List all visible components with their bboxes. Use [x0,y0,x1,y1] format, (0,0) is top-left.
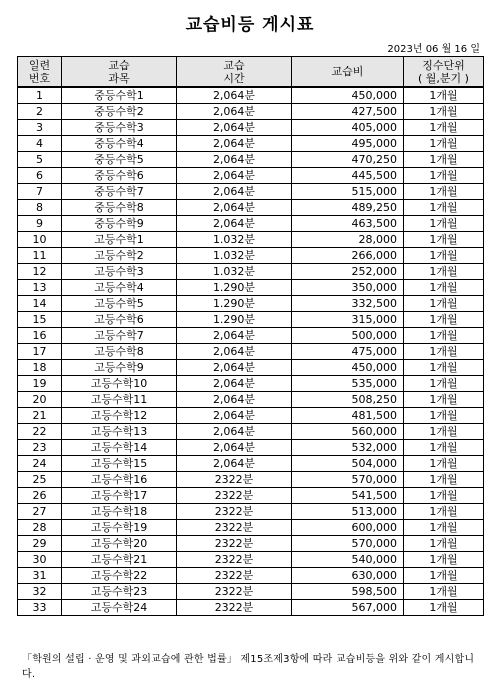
serial-number-cell: 11 [18,248,62,264]
fee-cell: 567,000 [292,600,404,616]
fee-cell: 427,500 [292,104,404,120]
billing-unit-cell: 1개월 [404,216,484,232]
table-row [18,376,484,392]
fee-cell: 450,000 [292,360,404,376]
table-row [18,536,484,552]
table-row [18,552,484,568]
fee-cell: 515,000 [292,184,404,200]
course-cell: 고등수학21 [62,552,177,568]
serial-number-cell: 17 [18,344,62,360]
table-row [18,360,484,376]
header-fee: 교습비 [292,57,404,88]
course-cell: 고등수학10 [62,376,177,392]
billing-unit-cell: 1개월 [404,168,484,184]
serial-number-cell: 27 [18,504,62,520]
serial-number-cell: 10 [18,232,62,248]
hours-cell: 2,064분 [177,424,292,440]
table-row [18,440,484,456]
hours-cell: 2,064분 [177,152,292,168]
table-row [18,296,484,312]
billing-unit-cell: 1개월 [404,472,484,488]
fee-cell: 600,000 [292,520,404,536]
hours-cell: 2322분 [177,552,292,568]
serial-number-cell: 21 [18,408,62,424]
table-row [18,600,484,616]
hours-cell: 2322분 [177,568,292,584]
header-billing-unit: 징수단위 ( 월,분기 ) [404,57,484,88]
fee-cell: 315,000 [292,312,404,328]
billing-unit-cell: 1개월 [404,520,484,536]
fee-cell: 445,500 [292,168,404,184]
fee-cell: 405,000 [292,120,404,136]
fee-cell: 541,500 [292,488,404,504]
course-cell: 고등수학3 [62,264,177,280]
table-row [18,280,484,296]
fee-cell: 463,500 [292,216,404,232]
fee-cell: 540,000 [292,552,404,568]
serial-number-cell: 23 [18,440,62,456]
billing-unit-cell: 1개월 [404,376,484,392]
billing-unit-cell: 1개월 [404,120,484,136]
course-cell: 고등수학5 [62,296,177,312]
course-cell: 중등수학8 [62,200,177,216]
course-cell: 고등수학17 [62,488,177,504]
billing-unit-cell: 1개월 [404,344,484,360]
table-row [18,424,484,440]
billing-unit-cell: 1개월 [404,552,484,568]
serial-number-cell: 26 [18,488,62,504]
billing-unit-cell: 1개월 [404,264,484,280]
fee-cell: 266,000 [292,248,404,264]
course-cell: 고등수학24 [62,600,177,616]
table-row [18,488,484,504]
table-row [18,328,484,344]
billing-unit-cell: 1개월 [404,392,484,408]
hours-cell: 2322분 [177,504,292,520]
header-hours: 교습 시간 [177,57,292,88]
billing-unit-cell: 1개월 [404,456,484,472]
course-cell: 고등수학15 [62,456,177,472]
serial-number-cell: 20 [18,392,62,408]
billing-unit-cell: 1개월 [404,600,484,616]
serial-number-cell: 30 [18,552,62,568]
course-cell: 고등수학6 [62,312,177,328]
billing-unit-cell: 1개월 [404,87,484,104]
fee-cell: 332,500 [292,296,404,312]
billing-unit-cell: 1개월 [404,104,484,120]
fee-cell: 470,250 [292,152,404,168]
hours-cell: 2,064분 [177,376,292,392]
course-cell: 고등수학2 [62,248,177,264]
course-cell: 고등수학16 [62,472,177,488]
serial-number-cell: 9 [18,216,62,232]
table-row [18,392,484,408]
hours-cell: 1.290분 [177,280,292,296]
table-row [18,104,484,120]
serial-number-cell: 16 [18,328,62,344]
serial-number-cell: 29 [18,536,62,552]
course-cell: 중등수학4 [62,136,177,152]
serial-number-cell: 3 [18,120,62,136]
table-row [18,472,484,488]
table-row [18,344,484,360]
billing-unit-cell: 1개월 [404,424,484,440]
serial-number-cell: 8 [18,200,62,216]
course-cell: 고등수학20 [62,536,177,552]
course-cell: 중등수학6 [62,168,177,184]
hours-cell: 1.290분 [177,312,292,328]
table-row [18,456,484,472]
billing-unit-cell: 1개월 [404,312,484,328]
hours-cell: 2,064분 [177,136,292,152]
billing-unit-cell: 1개월 [404,296,484,312]
billing-unit-cell: 1개월 [404,328,484,344]
billing-unit-cell: 1개월 [404,440,484,456]
serial-number-cell: 15 [18,312,62,328]
hours-cell: 2,064분 [177,120,292,136]
table-row [18,168,484,184]
hours-cell: 2,064분 [177,104,292,120]
billing-unit-cell: 1개월 [404,584,484,600]
course-cell: 중등수학7 [62,184,177,200]
table-row [18,264,484,280]
serial-number-cell: 7 [18,184,62,200]
course-cell: 고등수학19 [62,520,177,536]
billing-unit-cell: 1개월 [404,408,484,424]
hours-cell: 1.032분 [177,264,292,280]
table-row [18,136,484,152]
serial-number-cell: 2 [18,104,62,120]
course-cell: 고등수학11 [62,392,177,408]
fee-cell: 252,000 [292,264,404,280]
table-row [18,120,484,136]
fee-cell: 570,000 [292,536,404,552]
table-row [18,312,484,328]
billing-unit-cell: 1개월 [404,136,484,152]
table-row [18,232,484,248]
billing-unit-cell: 1개월 [404,504,484,520]
course-cell: 고등수학13 [62,424,177,440]
fee-cell: 513,000 [292,504,404,520]
fee-cell: 495,000 [292,136,404,152]
hours-cell: 2,064분 [177,200,292,216]
table-row [18,408,484,424]
hours-cell: 2,064분 [177,344,292,360]
billing-unit-cell: 1개월 [404,152,484,168]
course-cell: 고등수학9 [62,360,177,376]
course-cell: 고등수학22 [62,568,177,584]
billing-unit-cell: 1개월 [404,536,484,552]
hours-cell: 2322분 [177,536,292,552]
hours-cell: 2,064분 [177,392,292,408]
course-cell: 중등수학9 [62,216,177,232]
course-cell: 고등수학7 [62,328,177,344]
fee-cell: 475,000 [292,344,404,360]
hours-cell: 2,064분 [177,440,292,456]
serial-number-cell: 22 [18,424,62,440]
table-row [18,520,484,536]
fee-cell: 570,000 [292,472,404,488]
course-cell: 고등수학23 [62,584,177,600]
serial-number-cell: 6 [18,168,62,184]
table-header-row [18,57,484,88]
serial-number-cell: 28 [18,520,62,536]
fee-cell: 500,000 [292,328,404,344]
course-cell: 중등수학5 [62,152,177,168]
course-cell: 중등수학2 [62,104,177,120]
serial-number-cell: 13 [18,280,62,296]
serial-number-cell: 12 [18,264,62,280]
hours-cell: 1.032분 [177,248,292,264]
serial-number-cell: 33 [18,600,62,616]
serial-number-cell: 32 [18,584,62,600]
table-row [18,568,484,584]
table-row [18,216,484,232]
billing-unit-cell: 1개월 [404,184,484,200]
hours-cell: 2,064분 [177,360,292,376]
billing-unit-cell: 1개월 [404,488,484,504]
fee-table [17,56,484,616]
serial-number-cell: 19 [18,376,62,392]
fee-cell: 481,500 [292,408,404,424]
course-cell: 고등수학14 [62,440,177,456]
serial-number-cell: 31 [18,568,62,584]
course-cell: 고등수학4 [62,280,177,296]
table-row [18,184,484,200]
table-row [18,152,484,168]
fee-cell: 630,000 [292,568,404,584]
fee-cell: 598,500 [292,584,404,600]
course-cell: 고등수학1 [62,232,177,248]
fee-cell: 508,250 [292,392,404,408]
fee-cell: 532,000 [292,440,404,456]
hours-cell: 2,064분 [177,168,292,184]
hours-cell: 2322분 [177,472,292,488]
header-serial-number: 일련 번호 [18,57,62,88]
hours-cell: 2,064분 [177,328,292,344]
billing-unit-cell: 1개월 [404,360,484,376]
table-body [18,87,484,616]
serial-number-cell: 5 [18,152,62,168]
course-cell: 중등수학3 [62,120,177,136]
hours-cell: 2322분 [177,584,292,600]
hours-cell: 2322분 [177,520,292,536]
billing-unit-cell: 1개월 [404,248,484,264]
course-cell: 고등수학12 [62,408,177,424]
serial-number-cell: 1 [18,87,62,104]
fee-cell: 489,250 [292,200,404,216]
fee-cell: 450,000 [292,87,404,104]
hours-cell: 2,064분 [177,456,292,472]
hours-cell: 1.290분 [177,296,292,312]
hours-cell: 2,064분 [177,408,292,424]
legal-notice: 「학원의 설립 · 운영 및 과외교습에 관한 법률」 제15조제3항에 따라 교습비등을 위와 같이 게시합니다. [22,654,475,680]
fee-cell: 504,000 [292,456,404,472]
table-row [18,200,484,216]
table-row [18,504,484,520]
billing-unit-cell: 1개월 [404,280,484,296]
billing-unit-cell: 1개월 [404,200,484,216]
table-row [18,87,484,104]
hours-cell: 2,064분 [177,216,292,232]
hours-cell: 2,064분 [177,87,292,104]
fee-cell: 28,000 [292,232,404,248]
course-cell: 중등수학1 [62,87,177,104]
billing-unit-cell: 1개월 [404,232,484,248]
hours-cell: 2322분 [177,488,292,504]
serial-number-cell: 4 [18,136,62,152]
serial-number-cell: 24 [18,456,62,472]
hours-cell: 2,064분 [177,184,292,200]
fee-cell: 560,000 [292,424,404,440]
hours-cell: 1.032분 [177,232,292,248]
serial-number-cell: 25 [18,472,62,488]
table-row [18,248,484,264]
fee-cell: 350,000 [292,280,404,296]
serial-number-cell: 18 [18,360,62,376]
table-row [18,584,484,600]
billing-unit-cell: 1개월 [404,568,484,584]
hours-cell: 2322분 [177,600,292,616]
posting-date: 2023년 06 월 16 일 [387,44,480,55]
page-title: 교습비등 게시표 [185,15,315,35]
fee-cell: 535,000 [292,376,404,392]
course-cell: 고등수학18 [62,504,177,520]
serial-number-cell: 14 [18,296,62,312]
course-cell: 고등수학8 [62,344,177,360]
header-course: 교습 과목 [62,57,177,88]
